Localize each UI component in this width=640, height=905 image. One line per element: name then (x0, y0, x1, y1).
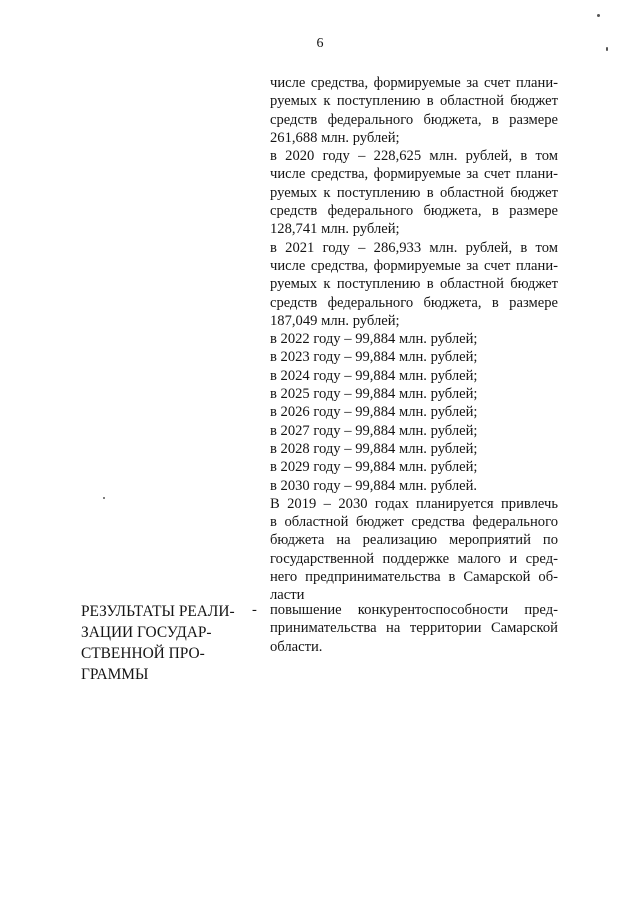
text-line: в 2026 году – 99,884 млн. рублей; (270, 404, 478, 421)
text-line: в 2021 году – 286,933 млн. рублей, в том (270, 239, 558, 256)
text-line: в 2025 году – 99,884 млн. рублей; (270, 386, 478, 403)
text-line: в 2024 году – 99,884 млн. рублей; (270, 367, 478, 384)
text-line: в областной бюджет средства федерального (270, 514, 558, 531)
text-line: числе средства, формируемые за счет плани- (270, 166, 558, 183)
funding-text-block (270, 74, 558, 605)
text-line: средств федерального бюджета, в размере (270, 294, 558, 311)
results-dash: - (252, 602, 257, 618)
text-line: области. (270, 638, 323, 655)
label-line: РЕЗУЛЬТАТЫ РЕАЛИ- (81, 603, 235, 620)
text-line: руемых к поступлению в областной бюджет (270, 184, 558, 201)
text-line: государственной поддержке малого и сред- (270, 550, 558, 567)
text-line: в 2020 году – 228,625 млн. рублей, в том (270, 148, 558, 165)
label-line: ЗАЦИИ ГОСУДАР- (81, 624, 212, 641)
text-line: 261,688 млн. рублей; (270, 129, 400, 146)
text-line: 128,741 млн. рублей; (270, 221, 400, 238)
text-line: 187,049 млн. рублей; (270, 312, 400, 329)
text-line: бюджета на реализацию мероприятий по (270, 532, 558, 549)
text-line: в 2022 году – 99,884 млн. рублей; (270, 331, 478, 348)
text-line: в 2027 году – 99,884 млн. рублей; (270, 422, 478, 439)
text-line: в 2030 году – 99,884 млн. рублей. (270, 477, 478, 494)
text-line: в 2023 году – 99,884 млн. рублей; (270, 349, 478, 366)
text-line: него предпринимательства в Самарской об- (270, 569, 558, 586)
label-line: ГРАММЫ (81, 666, 149, 683)
label-line: СТВЕННОЙ ПРО- (81, 645, 205, 662)
text-line: в 2028 году – 99,884 млн. рублей; (270, 440, 478, 457)
scan-speck (606, 47, 608, 51)
text-line: средств федерального бюджета, в размере (270, 111, 558, 128)
text-line: числе средства, формируемые за счет плани- (270, 257, 558, 274)
scan-speck (597, 14, 600, 17)
text-line: руемых к поступлению в областной бюджет (270, 93, 558, 110)
text-line: ласти (270, 587, 305, 604)
scan-speck (103, 497, 105, 499)
text-line: числе средства, формируемые за счет плани- (270, 75, 558, 91)
text-line: руемых к поступлению в областной бюджет (270, 276, 558, 293)
text-line: средств федерального бюджета, в размере (270, 203, 558, 220)
page-number: 6 (316, 36, 324, 51)
text-line: принимательства на территории Самарской (270, 620, 558, 637)
results-label (81, 601, 246, 685)
results-text (270, 601, 558, 656)
text-line: в 2029 году – 99,884 млн. рублей; (270, 459, 478, 476)
text-line: В 2019 – 2030 годах планируется привлечь (270, 495, 558, 512)
text-line: повышение конкурентоспособности пред- (270, 602, 558, 618)
